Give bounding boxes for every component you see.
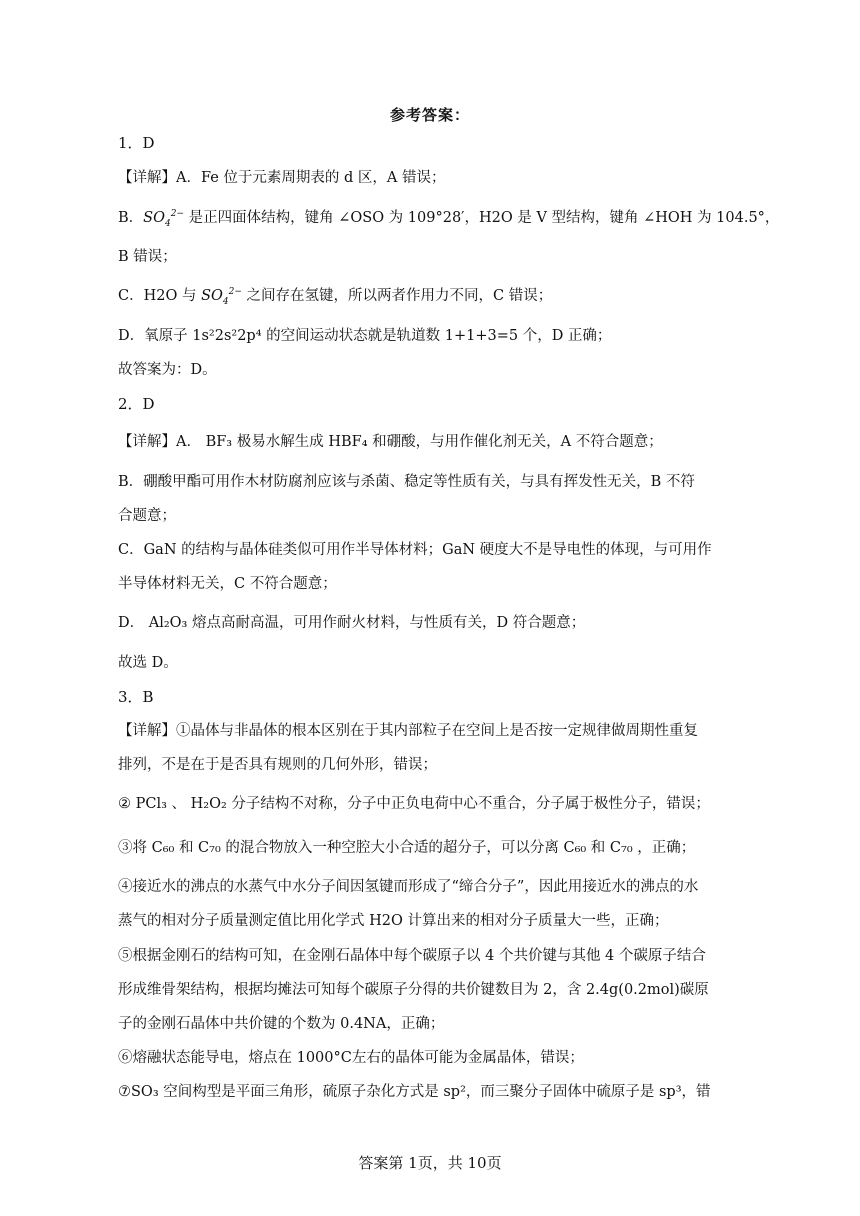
q2-option-b-line1: B．硼酸甲酯可用作木材防腐剂应该与杀菌、稳定等性质有关，与具有挥发性无关，B 不符: [118, 474, 695, 490]
q2-option-c-line1: C．GaN 的结构与晶体硅类似可用作半导体材料；GaN 硬度大不是导电性的体现，与可用作: [118, 542, 712, 558]
q3-line-11: ⑦SO₃ 空间构型是平面三角形，硫原子杂化方式是 sp²，而三聚分子固体中硫原子是 sp³，错: [118, 1084, 711, 1100]
q2-conclusion: 故选 D。: [118, 655, 178, 671]
q3-line-1: 【详解】①晶体与非晶体的根本区别在于其内部粒子在空间上是否按一定规律做周期性重复: [118, 723, 698, 739]
question-2-answer: 2．D: [118, 395, 155, 413]
q1-conclusion: 故答案为：D。: [118, 362, 217, 378]
q3-line-5: ④接近水的沸点的水蒸气中水分子间因氢键而形成了“缔合分子”，因此用接近水的沸点的水: [118, 879, 699, 895]
q2-option-d: D． Al₂O₃ 熔点高耐高温，可用作耐火材料，与性质有关，D 符合题意；: [118, 615, 586, 631]
q3-line-6: 蒸气的相对分子质量测定值比用化学式 H2O 计算出来的相对分子质量大一些，正确；: [118, 913, 669, 929]
q2-option-a: 【详解】A． BF₃ 极易水解生成 HBF₄ 和硼酸，与用作催化剂无关，A 不符合题意；: [118, 434, 663, 450]
sulfate-ion: $SO_4^{2-}$: [143, 209, 184, 229]
q1-option-b: [118, 208, 780, 229]
q3-line-2: 排列，不是在于是否具有规则的几何外形，错误；: [118, 757, 437, 773]
sulfate-ion: $SO_4^{2-}$: [201, 287, 242, 307]
q3-line-8: 形成维骨架结构，根据均摊法可知每个碳原子分得的共价键数目为 2，含 2.4g(0.2mol)碳原: [118, 982, 709, 998]
q1-detail-a: 【详解】A．Fe 位于元素周期表的 d 区，A 错误；: [118, 170, 446, 186]
q3-line-4: ③将 C₆₀ 和 C₇₀ 的混合物放入一种空腔大小合适的超分子，可以分离 C₆₀ 和 C₇₀ ，正确；: [118, 840, 696, 856]
q1-c-prefix: C．H2O 与: [118, 288, 202, 304]
question-3-answer: 3．B: [118, 688, 154, 706]
q3-line-7: ⑤根据金刚石的结构可知，在金刚石晶体中每个碳原子以 4 个共价键与其他 4 个碳原子结合: [118, 948, 706, 964]
question-1-answer: 1．D: [118, 134, 155, 152]
q3-line-9: 子的金刚石晶体中共价键的个数为 0.4NA，正确；: [118, 1016, 445, 1032]
q3-line-10: ⑥熔融状态能导电，熔点在 1000°C左右的晶体可能为金属晶体，错误；: [118, 1050, 584, 1066]
q1-b-text: 是正四面体结构，键角 ∠OSO 为 109°28′，H2O 是 V 型结构，键角 ∠HOH 为 104.5°，: [184, 210, 780, 226]
q1-option-d: D．氧原子 1s²2s²2p⁴ 的空间运动状态就是轨道数 1+1+3=5 个，D 正确；: [118, 328, 612, 344]
q1-c-text: 之间存在氢键，所以两者作用力不同，C 错误；: [241, 288, 553, 304]
page-footer: 答案第 1页，共 10页: [358, 1154, 502, 1172]
q1-b-prefix: B．: [118, 210, 144, 226]
q1-option-c: [118, 286, 743, 306]
page-title: 参考答案：: [389, 106, 470, 124]
q3-line-3: ② PCl₃ 、 H₂O₂ 分子结构不对称，分子中正负电荷中心不重合，分子属于极性分子，错误；: [118, 796, 710, 812]
q2-option-c-line2: 半导体材料无关，C 不符合题意；: [118, 576, 337, 592]
q2-option-b-line2: 合题意；: [118, 508, 176, 524]
q1-option-b-cont: B 错误；: [118, 249, 177, 265]
